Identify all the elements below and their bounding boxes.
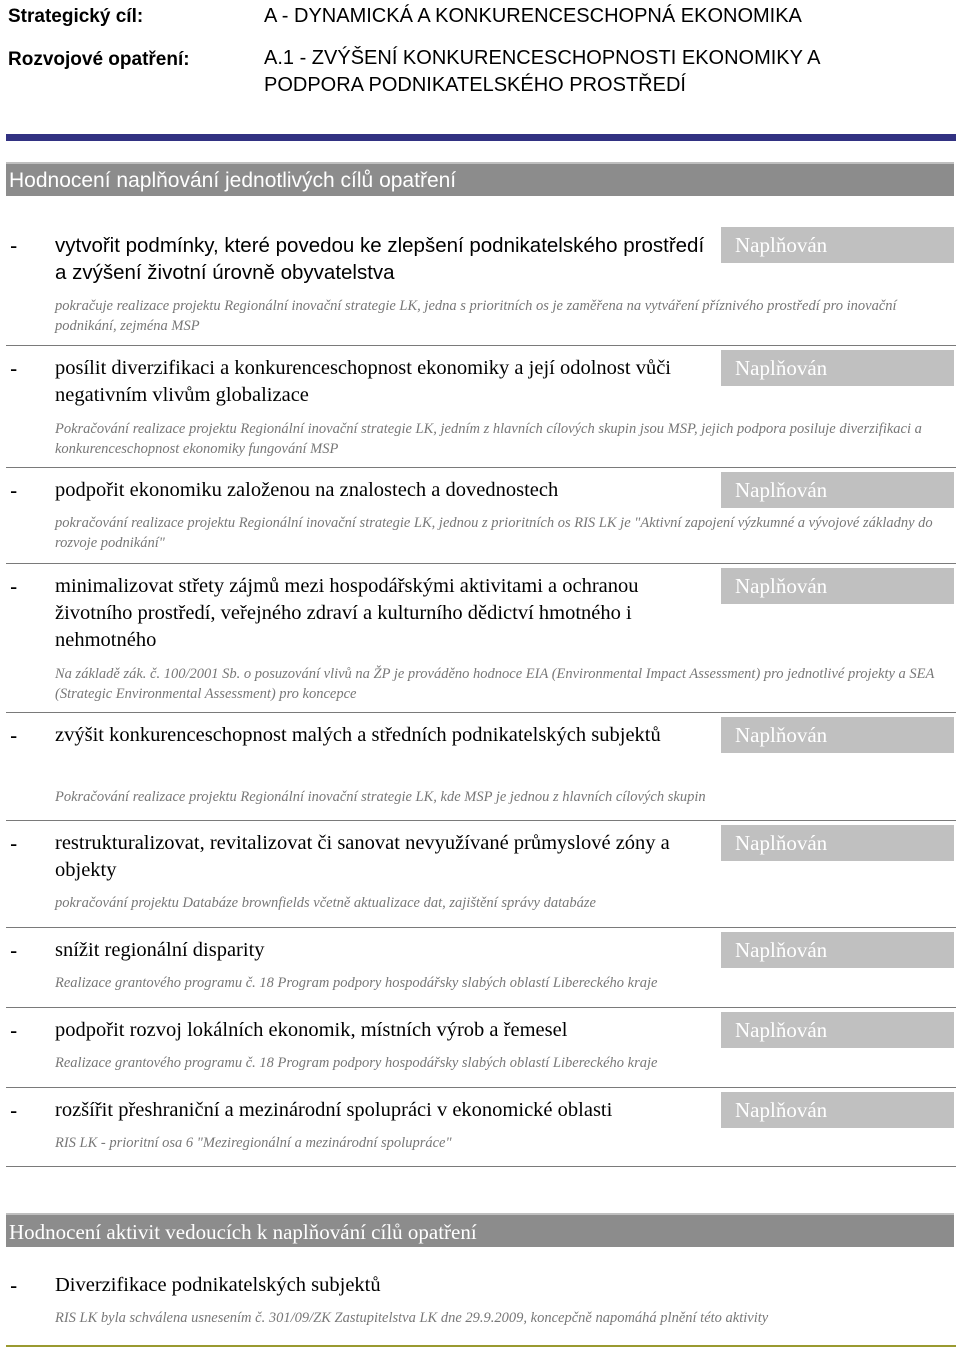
activity-note: RIS LK byla schválena usnesením č. 301/09/ZK Zastupitelstva LK dne 29.9.2009, koncepčně napomáhá plnění této aktivity <box>55 1310 769 1326</box>
status-badge: Naplňován <box>721 932 954 968</box>
goal-text: restrukturalizovat, revitalizovat či sanovat nevyužívané průmyslové zóny a objekty <box>55 832 670 881</box>
bullet-dash: - <box>10 356 18 381</box>
development-measure-value-line2: PODPORA PODNIKATELSKÉHO PROSTŘEDÍ <box>264 74 686 96</box>
item-separator <box>6 712 956 713</box>
status-badge: Naplňován <box>721 568 954 604</box>
item-separator <box>6 1166 956 1167</box>
item-separator <box>6 345 956 346</box>
bullet-dash: - <box>10 1098 18 1123</box>
strategic-goal-value: A - DYNAMICKÁ A KONKURENCESCHOPNÁ EKONOMIKA <box>264 5 802 27</box>
bullet-dash: - <box>10 574 18 599</box>
item-separator <box>6 1087 956 1088</box>
goal-text: minimalizovat střety zájmů mezi hospodářskými aktivitami a ochranou životního prostředí, veřejného zdraví a kulturního dědictví hmotného i nehmotného <box>55 575 639 651</box>
goal-text: snížit regionální disparity <box>55 939 265 961</box>
goal-text: rozšířit přeshraniční a mezinárodní spolupráci v ekonomické oblasti <box>55 1099 613 1121</box>
status-badge: Naplňován <box>721 825 954 861</box>
bullet-dash: - <box>10 831 18 856</box>
goal-text: zvýšit konkurenceschopnost malých a středních podnikatelských subjektů <box>55 724 661 746</box>
section-title-goals: Hodnocení naplňování jednotlivých cílů opatření <box>6 162 954 196</box>
goal-note: RIS LK - prioritní osa 6 "Meziregionální a mezinárodní spolupráce" <box>55 1135 452 1151</box>
strategic-goal-label: Strategický cíl: <box>8 6 144 27</box>
goal-note: Realizace grantového programu č. 18 Program podpory hospodářsky slabých oblastí Libereckého kraje <box>55 1055 658 1071</box>
status-badge: Naplňován <box>721 472 954 508</box>
section-title-activities: Hodnocení aktivit vedoucích k naplňování cílů opatření <box>6 1213 954 1247</box>
status-badge: Naplňován <box>721 1012 954 1048</box>
page-bottom-rule <box>6 1345 956 1347</box>
status-badge: Naplňován <box>721 1092 954 1128</box>
goal-note: Na základě zák. č. 100/2001 Sb. o posuzování vlivů na ŽP je prováděno hodnoce EIA (Environmental Impact Assessment) pro jednotlivé projekty a SEA (Strategic Environmental Assessment) pro koncepce <box>55 666 935 702</box>
bullet-dash: - <box>10 1018 18 1043</box>
item-separator <box>6 820 956 821</box>
goal-note: Pokračování realizace projektu Regionální inovační strategie LK, jedním z hlavních cílových skupin jsou MSP, jejich podpora posiluje diverzifikaci a konkurenceschopnost ekonomiky fungování MSP <box>55 421 922 457</box>
activity-text: Diverzifikace podnikatelských subjektů <box>55 1274 381 1296</box>
goal-note: pokračuje realizace projektu Regionální inovační strategie LK, jedna s prioritních os je zaměřena na vytváření příznivého prostředí pro inovační podnikání, zejména MSP <box>55 298 897 334</box>
status-badge: Naplňován <box>721 717 954 753</box>
item-separator <box>6 1007 956 1008</box>
goal-note: Realizace grantového programu č. 18 Program podpory hospodářsky slabých oblastí Libereckého kraje <box>55 975 658 991</box>
goal-text: posílit diverzifikaci a konkurenceschopnost ekonomiky a její odolnost vůči negativním vlivům globalizace <box>55 357 672 406</box>
bullet-dash: - <box>10 723 18 748</box>
item-separator <box>6 927 956 928</box>
development-measure-value-line1: A.1 - ZVÝŠENÍ KONKURENCESCHOPNOSTI EKONOMIKY A <box>264 47 821 69</box>
bullet-dash: - <box>10 938 18 963</box>
status-badge: Naplňován <box>721 227 954 263</box>
bullet-dash: - <box>10 478 18 503</box>
goal-note: pokračování projektu Databáze brownfields včetně aktualizace dat, zajištění správy databáze <box>55 895 596 911</box>
goal-note: Pokračování realizace projektu Regionální inovační strategie LK, kde MSP je jednou z hlavních cílových skupin <box>55 789 706 805</box>
goal-note: pokračování realizace projektu Regionální inovační strategie LK, jednou z prioritních os RIS LK je "Aktivní zapojení výzkumné a vývojové základny do rozvoje podnikání" <box>55 515 933 551</box>
item-separator <box>6 563 956 564</box>
item-separator <box>6 467 956 468</box>
goal-text: vytvořit podmínky, které povedou ke zlepšení podnikatelského prostředí a zvýšení životní úrovně obyvatelstva <box>55 234 705 284</box>
goal-text: podpořit rozvoj lokálních ekonomik, místních výrob a řemesel <box>55 1019 568 1041</box>
bullet-dash: - <box>10 233 18 258</box>
goal-text: podpořit ekonomiku založenou na znalostech a dovednostech <box>55 479 559 501</box>
bullet-dash: - <box>10 1273 18 1298</box>
status-badge: Naplňován <box>721 350 954 386</box>
header-divider <box>6 134 956 141</box>
development-measure-label: Rozvojové opatření: <box>8 49 190 70</box>
